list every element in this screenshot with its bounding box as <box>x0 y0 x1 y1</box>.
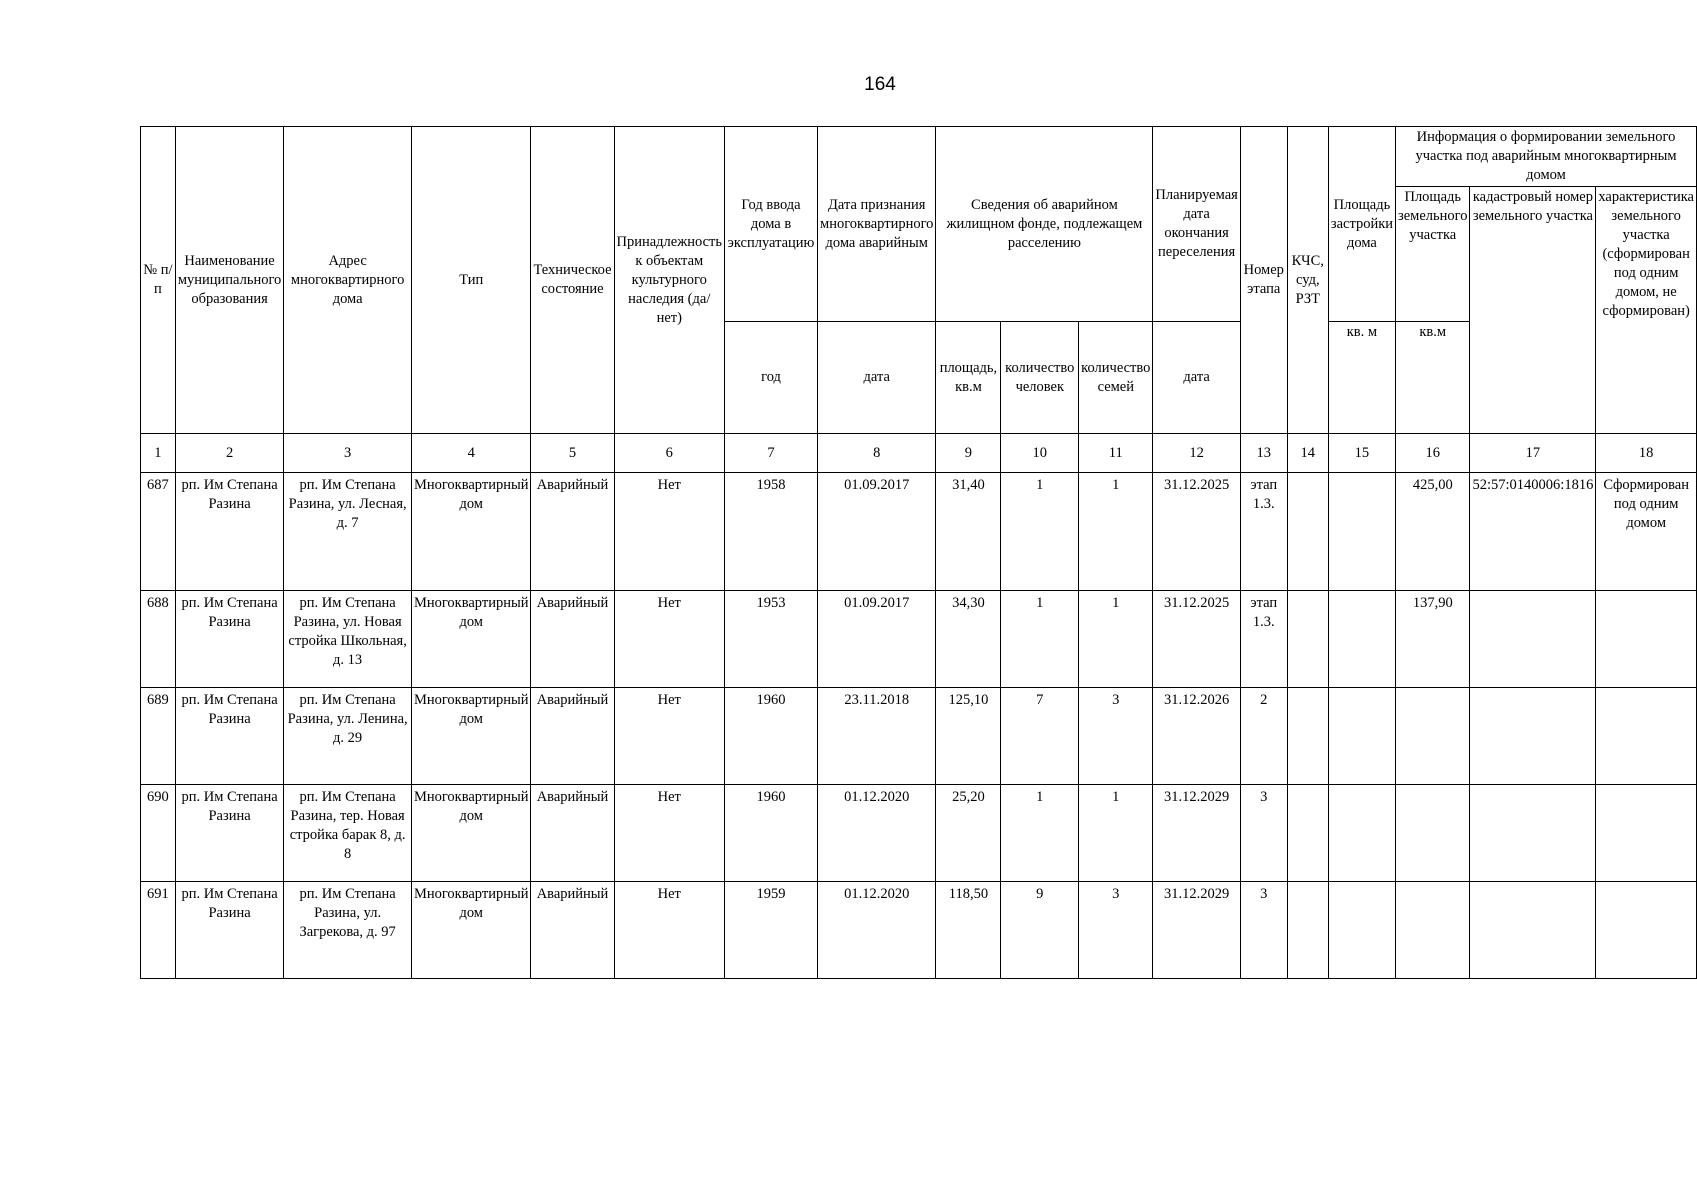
cadastre-cell <box>1470 785 1596 882</box>
stage-cell: 2 <box>1240 688 1287 785</box>
unit-date: дата <box>818 322 936 434</box>
type-cell: Многоквартирный дом <box>411 473 531 591</box>
stage-cell: 3 <box>1240 785 1287 882</box>
municipality-cell: рп. Им Степана Разина <box>175 473 283 591</box>
land-area-cell: 137,90 <box>1396 591 1470 688</box>
area-cell: 118,50 <box>936 882 1001 979</box>
column-number: 10 <box>1001 434 1079 473</box>
cadastre-cell <box>1470 591 1596 688</box>
column-number: 11 <box>1079 434 1153 473</box>
families-cell: 1 <box>1079 785 1153 882</box>
column-number: 13 <box>1240 434 1287 473</box>
year-cell: 1958 <box>725 473 818 591</box>
column-number: 2 <box>175 434 283 473</box>
header-type: Тип <box>411 127 531 434</box>
header-planned-date: Планируемая дата окончания переселения <box>1153 127 1240 322</box>
emergency-date-cell: 01.12.2020 <box>818 882 936 979</box>
header-heritage: Принадлежность к объектам культурного наследия (да/нет) <box>614 127 725 434</box>
column-number: 16 <box>1396 434 1470 473</box>
type-cell: Многоквартирный дом <box>411 591 531 688</box>
cadastre-cell <box>1470 882 1596 979</box>
address-cell: рп. Им Степана Разина, тер. Новая стройка барак 8, д. 8 <box>284 785 412 882</box>
emergency-housing-table <box>140 126 1697 979</box>
families-cell: 3 <box>1079 882 1153 979</box>
unit-year: год <box>725 322 818 434</box>
land-characteristic-cell <box>1596 882 1697 979</box>
kchs-cell <box>1287 473 1328 591</box>
planned-date-cell: 31.12.2029 <box>1153 785 1240 882</box>
technical-state-cell: Аварийный <box>531 688 614 785</box>
header-commission-year: Год ввода дома в эксплуатацию <box>725 127 818 322</box>
type-cell: Многоквартирный дом <box>411 688 531 785</box>
planned-date-cell: 31.12.2025 <box>1153 473 1240 591</box>
year-cell: 1960 <box>725 785 818 882</box>
column-number: 15 <box>1328 434 1395 473</box>
column-number: 8 <box>818 434 936 473</box>
land-area-cell <box>1396 882 1470 979</box>
row-number-cell: 688 <box>141 591 176 688</box>
kchs-cell <box>1287 688 1328 785</box>
stage-cell: 3 <box>1240 882 1287 979</box>
technical-state-cell: Аварийный <box>531 473 614 591</box>
cadastre-cell <box>1470 688 1596 785</box>
technical-state-cell: Аварийный <box>531 591 614 688</box>
planned-date-cell: 31.12.2025 <box>1153 591 1240 688</box>
header-cadastre: кадастровый номер земельного участка <box>1470 187 1596 434</box>
unit-build-area: кв. м <box>1328 322 1395 434</box>
header-build-area: Площадь застройки дома <box>1328 127 1395 322</box>
row-number-cell: 691 <box>141 882 176 979</box>
page-number: 164 <box>864 74 896 95</box>
emergency-date-cell: 01.09.2017 <box>818 591 936 688</box>
table-row <box>141 882 1697 979</box>
cadastre-cell: 52:57:0140006:1816 <box>1470 473 1596 591</box>
unit-planned-date: дата <box>1153 322 1240 434</box>
column-number: 14 <box>1287 434 1328 473</box>
people-cell: 7 <box>1001 688 1079 785</box>
header-land-characteristic: характеристика земельного участка (сформирован под одним домом, не сформирован) <box>1596 187 1697 434</box>
area-cell: 31,40 <box>936 473 1001 591</box>
area-cell: 34,30 <box>936 591 1001 688</box>
build-area-cell <box>1328 591 1395 688</box>
land-characteristic-cell: Сформирован под одним домом <box>1596 473 1697 591</box>
emergency-date-cell: 01.09.2017 <box>818 473 936 591</box>
column-number: 6 <box>614 434 725 473</box>
families-cell: 1 <box>1079 591 1153 688</box>
row-number-cell: 690 <box>141 785 176 882</box>
type-cell: Многоквартирный дом <box>411 882 531 979</box>
header-emergency-date: Дата признания многоквартирного дома аварийным <box>818 127 936 322</box>
land-characteristic-cell <box>1596 688 1697 785</box>
unit-people: количество человек <box>1001 322 1079 434</box>
header-row-number: № п/п <box>141 127 176 434</box>
municipality-cell: рп. Им Степана Разина <box>175 785 283 882</box>
year-cell: 1960 <box>725 688 818 785</box>
kchs-cell <box>1287 591 1328 688</box>
column-number: 4 <box>411 434 531 473</box>
year-cell: 1959 <box>725 882 818 979</box>
families-cell: 3 <box>1079 688 1153 785</box>
build-area-cell <box>1328 882 1395 979</box>
planned-date-cell: 31.12.2029 <box>1153 882 1240 979</box>
emergency-date-cell: 01.12.2020 <box>818 785 936 882</box>
municipality-cell: рп. Им Степана Разина <box>175 688 283 785</box>
area-cell: 25,20 <box>936 785 1001 882</box>
header-kchs: КЧС, суд, РЗТ <box>1287 127 1328 434</box>
land-area-cell <box>1396 785 1470 882</box>
unit-families: количество семей <box>1079 322 1153 434</box>
heritage-cell: Нет <box>614 473 725 591</box>
column-number: 3 <box>284 434 412 473</box>
land-area-cell: 425,00 <box>1396 473 1470 591</box>
kchs-cell <box>1287 785 1328 882</box>
column-number: 18 <box>1596 434 1697 473</box>
unit-land-area: кв.м <box>1396 322 1470 434</box>
emergency-date-cell: 23.11.2018 <box>818 688 936 785</box>
build-area-cell <box>1328 785 1395 882</box>
row-number-cell: 687 <box>141 473 176 591</box>
land-characteristic-cell <box>1596 785 1697 882</box>
column-number: 12 <box>1153 434 1240 473</box>
table-row <box>141 688 1697 785</box>
header-land-info: Информация о формировании земельного участка под аварийным многоквартирным домом <box>1396 127 1697 187</box>
table-row <box>141 785 1697 882</box>
area-cell: 125,10 <box>936 688 1001 785</box>
table-row <box>141 591 1697 688</box>
address-cell: рп. Им Степана Разина, ул. Загрекова, д. 97 <box>284 882 412 979</box>
address-cell: рп. Им Степана Разина, ул. Ленина, д. 29 <box>284 688 412 785</box>
land-area-cell <box>1396 688 1470 785</box>
families-cell: 1 <box>1079 473 1153 591</box>
header-land-area: Площадь земельного участка <box>1396 187 1470 322</box>
land-characteristic-cell <box>1596 591 1697 688</box>
address-cell: рп. Им Степана Разина, ул. Лесная, д. 7 <box>284 473 412 591</box>
build-area-cell <box>1328 473 1395 591</box>
heritage-cell: Нет <box>614 591 725 688</box>
column-number: 9 <box>936 434 1001 473</box>
column-number: 17 <box>1470 434 1596 473</box>
heritage-cell: Нет <box>614 688 725 785</box>
header-stage-number: Номер этапа <box>1240 127 1287 434</box>
row-number-cell: 689 <box>141 688 176 785</box>
technical-state-cell: Аварийный <box>531 785 614 882</box>
unit-area: площадь, кв.м <box>936 322 1001 434</box>
technical-state-cell: Аварийный <box>531 882 614 979</box>
municipality-cell: рп. Им Степана Разина <box>175 591 283 688</box>
heritage-cell: Нет <box>614 882 725 979</box>
stage-cell: этап 1.3. <box>1240 473 1287 591</box>
people-cell: 1 <box>1001 473 1079 591</box>
address-cell: рп. Им Степана Разина, ул. Новая стройка Школьная, д. 13 <box>284 591 412 688</box>
column-number: 5 <box>531 434 614 473</box>
municipality-cell: рп. Им Степана Разина <box>175 882 283 979</box>
year-cell: 1953 <box>725 591 818 688</box>
stage-cell: этап 1.3. <box>1240 591 1287 688</box>
build-area-cell <box>1328 688 1395 785</box>
heritage-cell: Нет <box>614 785 725 882</box>
people-cell: 9 <box>1001 882 1079 979</box>
column-number-row <box>141 434 1697 473</box>
people-cell: 1 <box>1001 785 1079 882</box>
header-technical-state: Техническое состояние <box>531 127 614 434</box>
people-cell: 1 <box>1001 591 1079 688</box>
header-resettlement-info: Сведения об аварийном жилищном фонде, подлежащем расселению <box>936 127 1153 322</box>
type-cell: Многоквартирный дом <box>411 785 531 882</box>
column-number: 1 <box>141 434 176 473</box>
kchs-cell <box>1287 882 1328 979</box>
table-row <box>141 473 1697 591</box>
header-municipality: Наименование муниципального образования <box>175 127 283 434</box>
header-address: Адрес многоквартирного дома <box>284 127 412 434</box>
planned-date-cell: 31.12.2026 <box>1153 688 1240 785</box>
column-number: 7 <box>725 434 818 473</box>
